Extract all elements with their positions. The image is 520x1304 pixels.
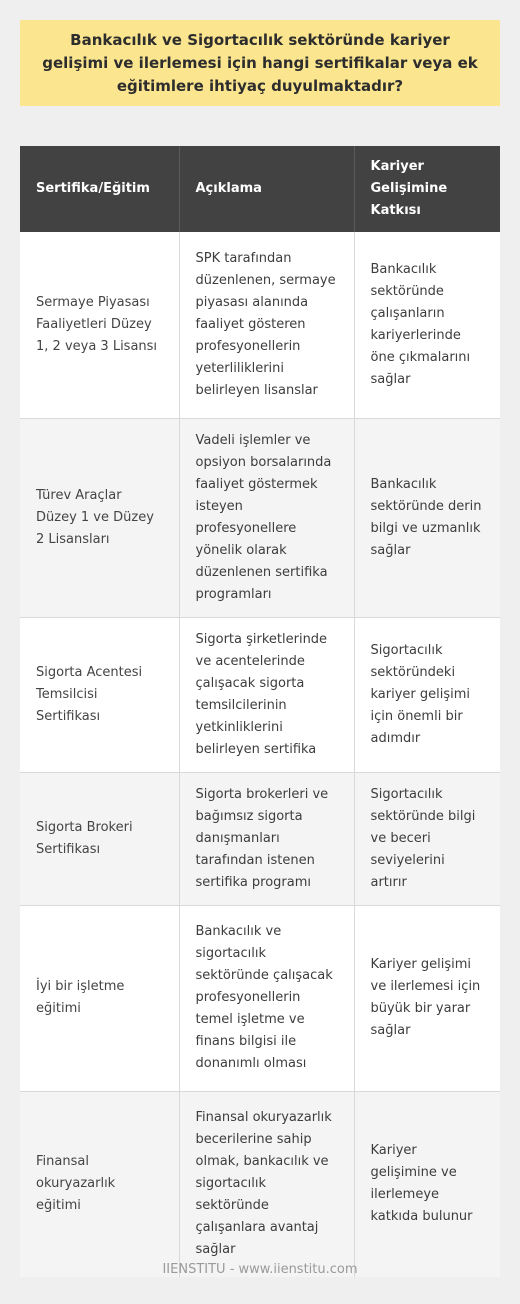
- table-body: [20, 232, 500, 1277]
- cell-description: Vadeli işlemler ve opsiyon borsalarında faaliyet göstermek isteyen profesyonellere yönelik olarak düzenlenen sertifika programları: [179, 418, 354, 617]
- header-certificate: Sertifika/Eğitim: [20, 146, 179, 232]
- table-header: [20, 146, 500, 232]
- cell-description: Sigorta brokerleri ve bağımsız sigorta danışmanları tarafından istenen sertifika programı: [179, 772, 354, 905]
- cell-contribution: Kariyer gelişimi ve ilerlemesi için büyük bir yarar sağlar: [354, 905, 500, 1091]
- cell-certificate: Sermaye Piyasası Faaliyetleri Düzey 1, 2 veya 3 Lisansı: [20, 232, 179, 418]
- page-title: Bankacılık ve Sigortacılık sektöründe kariyer gelişimi ve ilerlemesi için hangi sertifikalar veya ek eğitimlere ihtiyaç duyulmaktadır?: [20, 20, 500, 106]
- cell-contribution: Kariyer gelişimine ve ilerlemeye katkıda bulunur: [354, 1091, 500, 1277]
- cell-description: Finansal okuryazarlık becerilerine sahip olmak, bankacılık ve sigortacılık sektöründe çalışanlara avantaj sağlar: [179, 1091, 354, 1277]
- header-contribution: Kariyer Gelişimine Katkısı: [354, 146, 500, 232]
- cell-certificate: İyi bir işletme eğitimi: [20, 905, 179, 1091]
- cell-description: Sigorta şirketlerinde ve acentelerinde çalışacak sigorta temsilcilerinin yetkinliklerini belirleyen sertifika: [179, 617, 354, 772]
- cell-contribution: Bankacılık sektöründe derin bilgi ve uzmanlık sağlar: [354, 418, 500, 617]
- table-row: [20, 232, 500, 418]
- certificate-table: [20, 146, 500, 1277]
- cell-certificate: Türev Araçlar Düzey 1 ve Düzey 2 Lisansları: [20, 418, 179, 617]
- cell-contribution: Sigortacılık sektöründeki kariyer gelişimi için önemli bir adımdır: [354, 617, 500, 772]
- table-row: [20, 617, 500, 772]
- table-row: [20, 772, 500, 905]
- cell-certificate: Sigorta Acentesi Temsilcisi Sertifikası: [20, 617, 179, 772]
- cell-description: SPK tarafından düzenlenen, sermaye piyasası alanında faaliyet gösteren profesyonellerin yeterliliklerini belirleyen lisanslar: [179, 232, 354, 418]
- cell-certificate: Sigorta Brokeri Sertifikası: [20, 772, 179, 905]
- cell-contribution: Sigortacılık sektöründe bilgi ve beceri seviyelerini artırır: [354, 772, 500, 905]
- table-row: [20, 1091, 500, 1277]
- header-description: Açıklama: [179, 146, 354, 232]
- table-header-row: [20, 146, 500, 232]
- cell-contribution: Bankacılık sektöründe çalışanların kariyerlerinde öne çıkmalarını sağlar: [354, 232, 500, 418]
- cell-certificate: Finansal okuryazarlık eğitimi: [20, 1091, 179, 1277]
- table-row: [20, 418, 500, 617]
- cell-description: Bankacılık ve sigortacılık sektöründe çalışacak profesyonellerin temel işletme ve finans bilgisi ile donanımlı olması: [179, 905, 354, 1091]
- footer-credit: IIENSTITU - www.iienstitu.com: [162, 1262, 358, 1277]
- table-row: [20, 905, 500, 1091]
